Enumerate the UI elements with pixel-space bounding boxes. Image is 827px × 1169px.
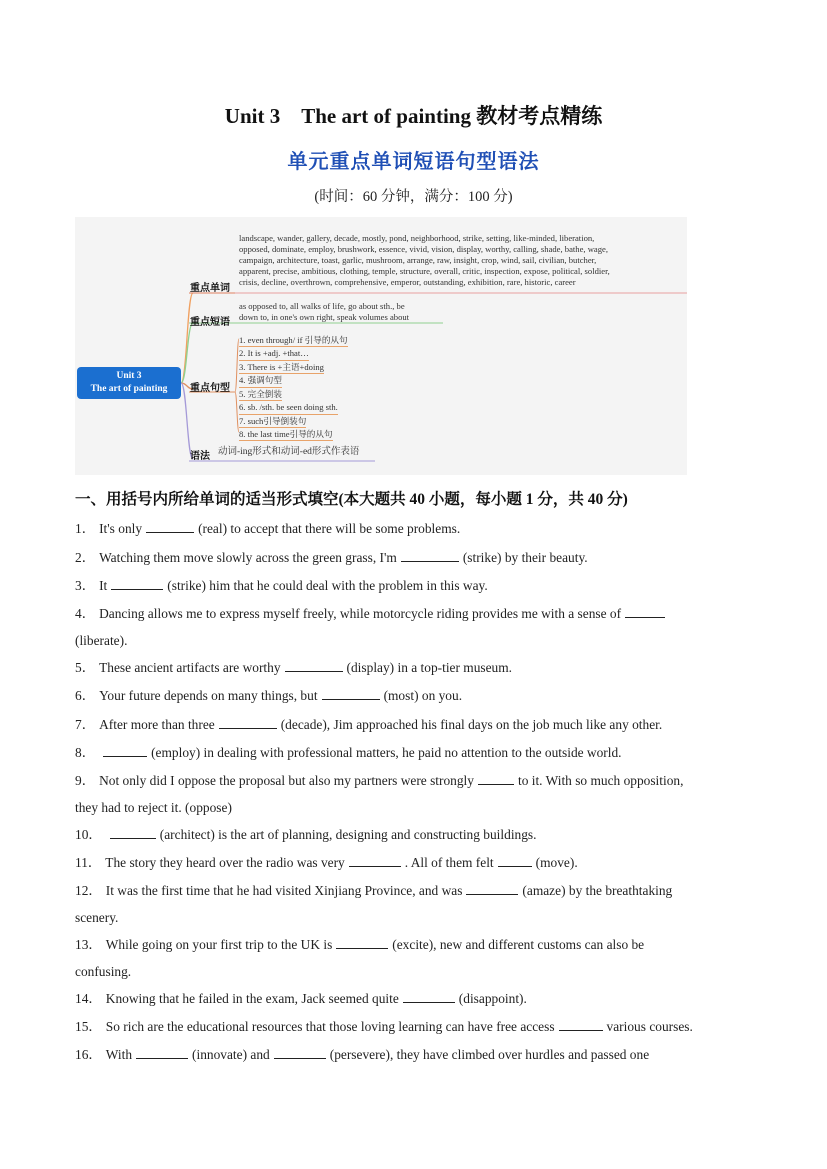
question-text: (employ) in dealing with professional matters, he paid no attention to the outside world.: [151, 745, 622, 760]
question-item: [75, 1041, 745, 1068]
question-text: It was the first time that he had visited Xinjiang Province, and was: [105, 883, 463, 898]
question-item: [75, 739, 745, 766]
question-text: . All of them felt: [404, 855, 494, 870]
question-text: Watching them move slowly across the green grass, I'm: [99, 550, 397, 565]
question-number: 1．: [75, 521, 96, 536]
question-text: (display) in a top-tier museum.: [346, 660, 513, 675]
branch-grammar: 语法: [190, 451, 210, 462]
question-text: Your future depends on many things, but: [99, 688, 318, 703]
question-text: Knowing that he failed in the exam, Jack seemed quite: [105, 991, 399, 1006]
sentence-list: [239, 335, 348, 443]
question-number: 9．: [75, 773, 96, 788]
question-number: 14．: [75, 991, 102, 1006]
question-item: [75, 600, 745, 654]
words-line: opposed, dominate, employ, brushwork, essence, vivid, vision, display, worthy, calling, shade, bathe, wage,: [239, 244, 608, 255]
question-item: [75, 821, 745, 848]
words-line: crisis, decline, overthrown, comprehensive, emperor, outstanding, exhibition, rare, historic, career: [239, 277, 576, 288]
question-number: 2．: [75, 550, 96, 565]
phrases-line: as opposed to, all walks of life, go about sth., be: [239, 301, 405, 311]
question-number: 7．: [75, 717, 96, 732]
answer-blank[interactable]: [498, 852, 532, 867]
question-text: It: [99, 578, 108, 593]
section-heading: 一、用括号内所给单词的适当形式填空(本大题共 40 小题，每小题 1 分，共 40 分): [75, 491, 628, 508]
sentence-item: 5. 完全倒装: [239, 389, 282, 401]
words-list: [239, 233, 610, 288]
question-item: [75, 515, 745, 542]
phrases-list: [239, 301, 409, 323]
answer-blank[interactable]: [103, 742, 147, 757]
answer-blank[interactable]: [110, 824, 156, 839]
answer-blank[interactable]: [466, 880, 518, 895]
page-subtitle: 单元重点单词短语句型语法: [287, 151, 540, 173]
answer-blank[interactable]: [478, 770, 514, 785]
question-text: (decade), Jim approached his final days on the job much like any other.: [280, 717, 663, 732]
branch-phrases: 重点短语: [190, 317, 230, 328]
question-text: (move).: [535, 855, 578, 870]
question-text: (amaze) by the breathtaking: [522, 883, 673, 898]
answer-blank[interactable]: [559, 1016, 603, 1031]
words-line: campaign, architecture, toast, garlic, mushroom, arrange, raw, insight, crop, wind, sail, civilian, butcher,: [239, 255, 597, 266]
question-number: 6．: [75, 688, 96, 703]
sentence-item: 8. the last time引导的从句: [239, 429, 333, 441]
question-number: 12．: [75, 883, 102, 898]
page-title: Unit 3 The art of painting 教材考点精练: [224, 104, 603, 128]
question-text: to it. With so much opposition,: [517, 773, 684, 788]
question-text: (most) on you.: [383, 688, 463, 703]
phrases-line: down to, in one's own right, speak volumes about: [239, 312, 410, 323]
question-item: [75, 877, 745, 931]
question-item: [75, 682, 745, 709]
answer-blank[interactable]: [403, 988, 455, 1003]
question-item: [75, 985, 745, 1012]
answer-blank[interactable]: [336, 934, 388, 949]
answer-blank[interactable]: [146, 518, 194, 533]
root-title: Unit 3: [116, 371, 142, 381]
question-text: These ancient artifacts are worthy: [99, 660, 281, 675]
mind-map: [75, 217, 687, 475]
question-text: After more than three: [99, 717, 215, 732]
question-item: [75, 931, 745, 985]
answer-blank[interactable]: [349, 852, 401, 867]
question-number: 8．: [75, 745, 96, 760]
question-text: (innovate) and: [192, 1047, 270, 1062]
time-note: (时间：60 分钟，满分：100 分): [314, 189, 513, 205]
question-text: With: [105, 1047, 133, 1062]
mind-map-root: [77, 367, 181, 399]
question-text: (real) to accept that there will be some problems.: [198, 521, 461, 536]
question-text: So rich are the educational resources that those loving learning can have free access: [105, 1019, 555, 1034]
question-text: confusing.: [75, 964, 132, 979]
question-item: [75, 767, 745, 821]
question-number: 13．: [75, 937, 102, 952]
question-text: (excite), new and different customs can also be: [392, 937, 645, 952]
branch-words: 重点单词: [190, 283, 230, 294]
answer-blank[interactable]: [274, 1044, 326, 1059]
answer-blank[interactable]: [111, 575, 163, 590]
question-number: 5．: [75, 660, 96, 675]
question-item: [75, 544, 745, 571]
answer-blank[interactable]: [401, 547, 459, 562]
question-text: (strike) by their beauty.: [462, 550, 588, 565]
answer-blank[interactable]: [219, 714, 277, 729]
question-text: scenery.: [75, 910, 119, 925]
question-text: Dancing allows me to express myself freely, while motorcycle riding provides me with a sense of: [99, 606, 622, 621]
question-text: While going on your first trip to the UK is: [105, 937, 333, 952]
answer-blank[interactable]: [322, 685, 380, 700]
words-line: apparent, precise, ambitious, clothing, temple, structure, overall, critic, inspection, expose, political, soldier,: [239, 266, 610, 277]
sentence-item: 7. such引导倒装句: [239, 416, 306, 428]
question-text: (strike) him that he could deal with the problem in this way.: [167, 578, 488, 593]
question-text: Not only did I oppose the proposal but also my partners were strongly: [99, 773, 474, 788]
question-text: (architect) is the art of planning, designing and constructing buildings.: [159, 827, 537, 842]
question-text: The story they heard over the radio was very: [105, 855, 345, 870]
question-text: (liberate).: [75, 633, 128, 648]
sentence-item: 2. It is +adj. +that…: [239, 348, 309, 360]
question-number: 16．: [75, 1047, 102, 1062]
grammar-text: 动词-ing形式和动词-ed形式作表语: [218, 447, 360, 457]
question-text: various courses.: [606, 1019, 693, 1034]
question-item: [75, 711, 745, 738]
question-item: [75, 654, 745, 681]
answer-blank[interactable]: [625, 603, 665, 618]
question-number: 15．: [75, 1019, 102, 1034]
sentence-item: 3. There is +主语+doing: [239, 362, 324, 374]
question-number: 4．: [75, 606, 96, 621]
sentence-item: 6. sb. /sth. be seen doing sth.: [239, 402, 338, 414]
sentence-item: 4. 强调句型: [239, 375, 282, 387]
question-text: It's only: [99, 521, 143, 536]
question-text: (disappoint).: [458, 991, 527, 1006]
answer-blank[interactable]: [285, 657, 343, 672]
root-subtitle: The art of painting: [90, 384, 168, 394]
question-item: [75, 1013, 745, 1040]
question-item: [75, 849, 745, 876]
question-number: 10．: [75, 827, 102, 842]
branch-sentences: 重点句型: [190, 383, 230, 394]
words-line: landscape, wander, gallery, decade, mostly, pond, neighborhood, strike, setting, like-minded, liberation,: [239, 233, 595, 243]
question-number: 11．: [75, 855, 102, 870]
question-item: [75, 572, 745, 599]
question-number: 3．: [75, 578, 96, 593]
answer-blank[interactable]: [136, 1044, 188, 1059]
question-text: (persevere), they have climbed over hurdles and passed one: [329, 1047, 650, 1062]
question-text: they had to reject it. (oppose): [75, 800, 232, 815]
sentence-item: 1. even through/ if 引导的从句: [239, 335, 348, 347]
